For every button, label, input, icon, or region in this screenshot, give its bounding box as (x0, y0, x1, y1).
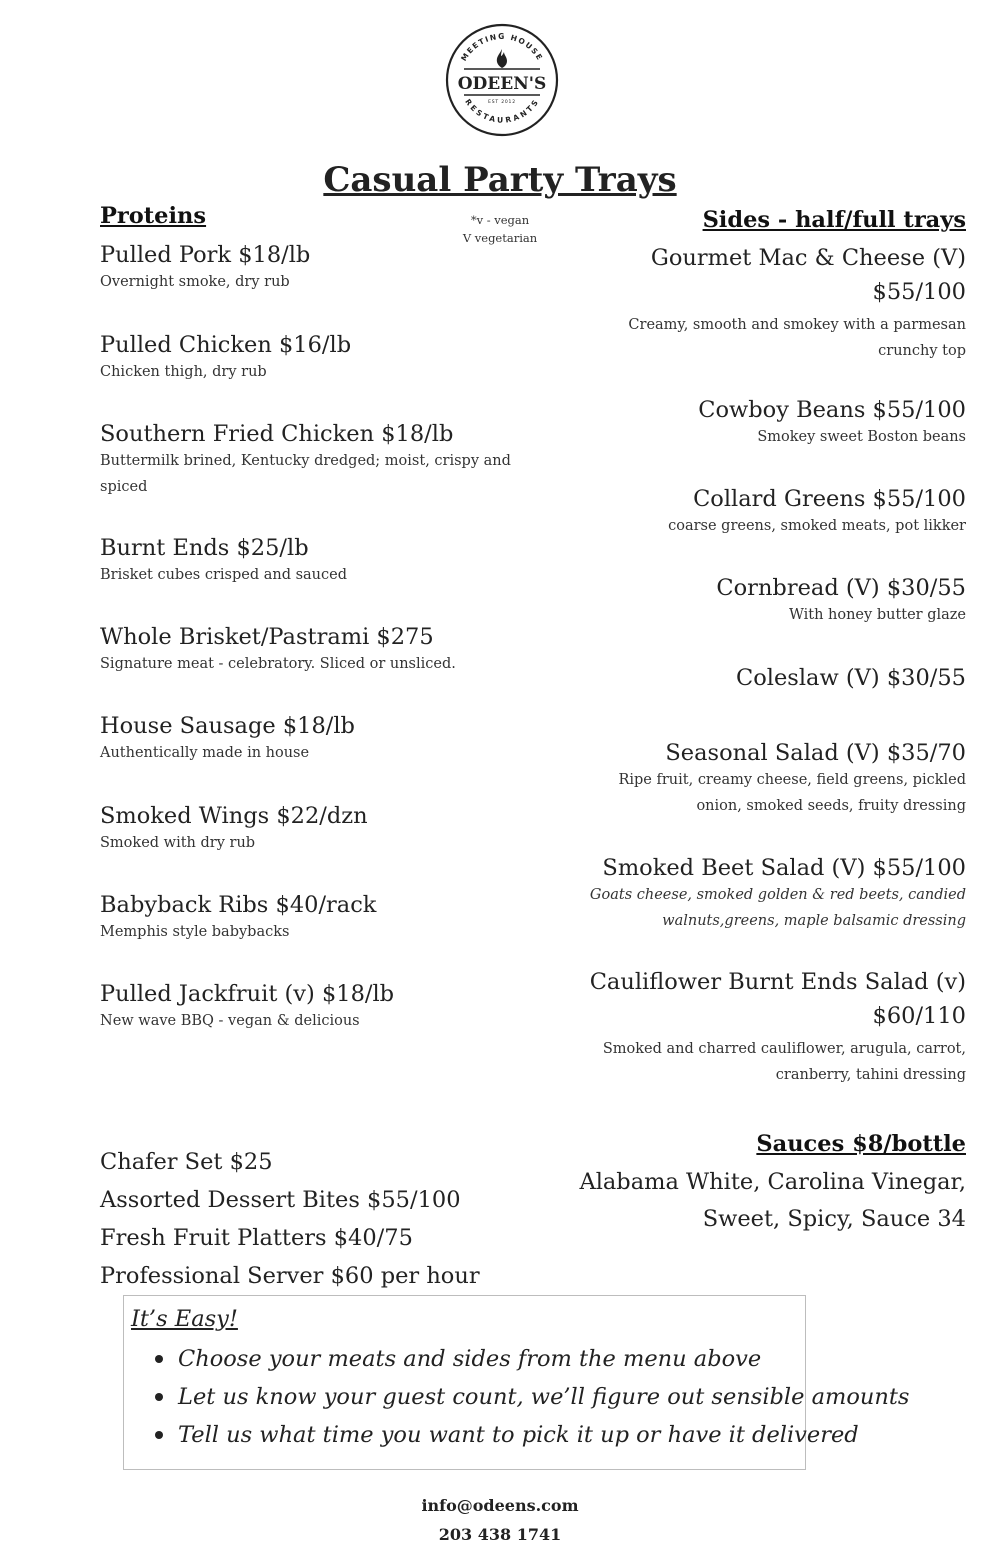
logo-bottom-text: RESTAURANTS (463, 97, 541, 125)
side-item (566, 396, 966, 450)
protein-name: Whole Brisket/Pastrami $275 (100, 624, 434, 650)
protein-name: Pulled Pork $18/lb (100, 242, 311, 268)
protein-desc: Chicken thigh, dry rub (100, 364, 267, 380)
instructions-title: It’s Easy! (131, 1306, 238, 1332)
extra-item: Professional Server $60 per hour (100, 1263, 480, 1289)
logo-top-text: MEETING HOUSE (459, 32, 545, 63)
side-item (566, 574, 966, 628)
protein-name: Pulled Jackfruit (v) $18/lb (100, 981, 395, 1007)
side-item (566, 854, 966, 934)
protein-name: House Sausage $18/lb (100, 713, 355, 739)
contact-phone[interactable]: 203 438 1741 (438, 1525, 562, 1544)
instruction-step (150, 1416, 909, 1454)
protein-desc: Smoked with dry rub (100, 835, 256, 851)
extra-item: Assorted Dessert Bites $55/100 (100, 1187, 461, 1213)
protein-item (100, 623, 540, 677)
protein-desc: Authentically made in house (100, 745, 310, 761)
side-item (566, 968, 966, 1088)
side-item (566, 485, 966, 539)
sauces-list (546, 1164, 966, 1238)
bullet-icon (155, 1355, 163, 1363)
side-desc: With honey butter glaze (788, 607, 966, 623)
protein-desc: Signature meat - celebratory. Sliced or unsliced. (100, 656, 456, 672)
side-price: $55/100 (872, 279, 966, 305)
protein-name: Babyback Ribs $40/rack (100, 892, 377, 918)
protein-item (100, 712, 540, 766)
side-item (566, 664, 966, 692)
logo-est: EST 2012 (488, 100, 516, 105)
instruction-step (150, 1378, 909, 1416)
side-desc: Ripe fruit, creamy cheese, field greens, pickled (618, 772, 966, 788)
bullet-icon (155, 1431, 163, 1439)
instruction-text: Choose your meats and sides from the menu above (178, 1346, 762, 1372)
side-name: Cauliflower Burnt Ends Salad (v) (589, 969, 966, 995)
protein-item (100, 891, 540, 945)
sides-heading: Sides - half/full trays (702, 207, 966, 233)
side-desc: crunchy top (878, 343, 966, 359)
protein-item (100, 331, 540, 385)
page-title: Casual Party Trays (323, 160, 677, 200)
extras-list (100, 1143, 570, 1295)
side-desc: cranberry, tahini dressing (775, 1067, 966, 1083)
side-name: Cowboy Beans $55/100 (698, 397, 966, 423)
side-desc: Goats cheese, smoked golden & red beets, candied (589, 887, 966, 903)
legend-vegetarian: V vegetarian (462, 231, 538, 245)
side-item (566, 739, 966, 819)
extra-item: Fresh Fruit Platters $40/75 (100, 1225, 413, 1251)
side-name: Gourmet Mac & Cheese (V) (650, 245, 966, 271)
side-name: Coleslaw (V) $30/55 (736, 665, 966, 691)
protein-item (100, 980, 540, 1034)
bullet-icon (155, 1393, 163, 1401)
contact-email[interactable]: info@odeens.com (421, 1496, 579, 1515)
protein-name: Pulled Chicken $16/lb (100, 332, 352, 358)
protein-name: Smoked Wings $22/dzn (100, 803, 368, 829)
side-price: $60/110 (872, 1003, 966, 1029)
protein-item (100, 802, 540, 856)
protein-name: Burnt Ends $25/lb (100, 535, 309, 561)
instruction-step (150, 1340, 909, 1378)
flame-icon (497, 49, 507, 68)
side-name: Collard Greens $55/100 (693, 486, 966, 512)
side-desc: Creamy, smooth and smokey with a parmesan (628, 317, 966, 333)
sauces-line: Sweet, Spicy, Sauce 34 (702, 1206, 966, 1232)
legend-vegan: *v - vegan (470, 213, 530, 227)
side-desc: coarse greens, smoked meats, pot likker (668, 518, 966, 534)
protein-desc: New wave BBQ - vegan & delicious (100, 1013, 360, 1029)
protein-name: Southern Fried Chicken $18/lb (100, 421, 454, 447)
side-desc: walnuts,greens, maple balsamic dressing (662, 913, 966, 929)
side-name: Smoked Beet Salad (V) $55/100 (602, 855, 966, 881)
logo-name: ODEEN'S (457, 74, 547, 94)
protein-desc: Overnight smoke, dry rub (100, 274, 290, 290)
side-desc: Smokey sweet Boston beans (757, 429, 966, 445)
protein-desc: Buttermilk brined, Kentucky dredged; moist, crispy and spiced (100, 453, 511, 495)
side-desc: onion, smoked seeds, fruity dressing (696, 798, 966, 814)
side-name: Seasonal Salad (V) $35/70 (665, 740, 966, 766)
sauces-heading: Sauces $8/bottle (756, 1131, 966, 1157)
side-name: Cornbread (V) $30/55 (716, 575, 966, 601)
protein-item (100, 534, 540, 588)
sauces-line: Alabama White, Carolina Vinegar, (579, 1169, 966, 1195)
odeens-logo (445, 23, 559, 137)
instruction-text: Tell us what time you want to pick it up or have it delivered (178, 1422, 859, 1448)
protein-item (100, 420, 520, 500)
instruction-text: Let us know your guest count, we’ll figure out sensible amounts (178, 1384, 910, 1410)
protein-desc: Brisket cubes crisped and sauced (100, 567, 348, 583)
side-desc: Smoked and charred cauliflower, arugula, carrot, (602, 1041, 966, 1057)
extra-item: Chafer Set $25 (100, 1149, 273, 1175)
proteins-heading: Proteins (100, 203, 207, 229)
instructions-list (150, 1340, 909, 1454)
protein-desc: Memphis style babybacks (100, 924, 290, 940)
protein-item (100, 241, 540, 295)
side-item (566, 244, 966, 364)
